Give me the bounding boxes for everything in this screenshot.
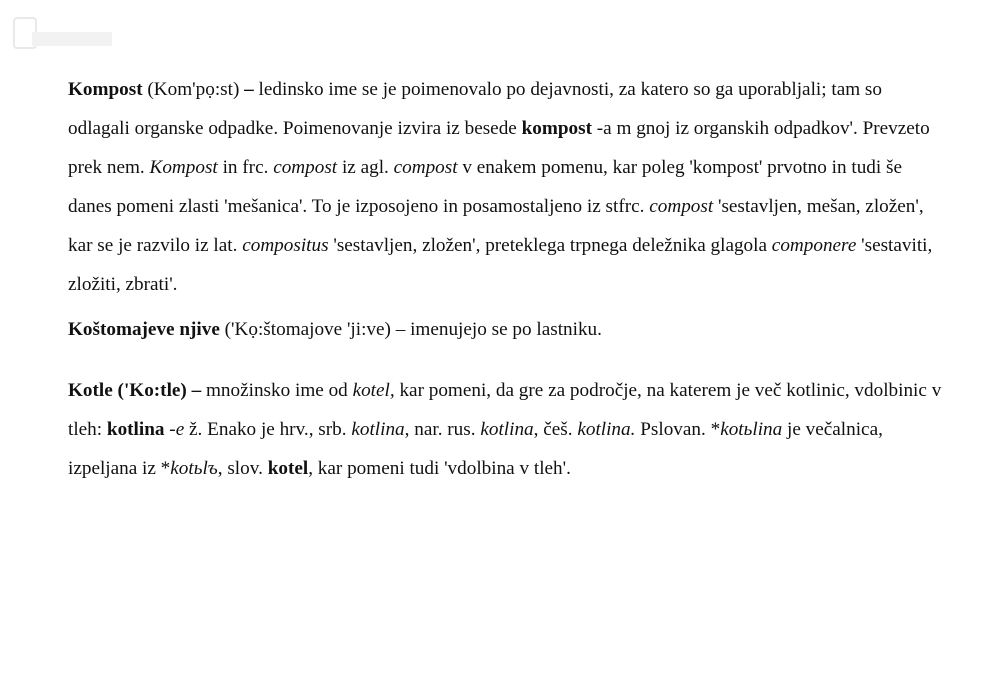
bold-term: kotlina (106, 419, 165, 440)
text-run: in frc. (217, 157, 274, 178)
entry-kotle (68, 371, 948, 488)
text-run: 'sestavljen, zložen', preteklega trpnega deležnika glagola (328, 235, 772, 256)
italic-term: kotlina (480, 419, 534, 440)
bold-term: – (244, 79, 254, 100)
bold-term: Koštomajeve njive (68, 319, 220, 340)
bold-term: kompost (521, 118, 592, 139)
bold-term: kotel (267, 458, 309, 479)
italic-term: kotlina. (577, 419, 636, 440)
text-run: 'sestavljen, mešan, zložen', kar se je razvilo iz lat. (68, 196, 924, 256)
text-run: - (164, 419, 176, 440)
text-run: , slov. (217, 458, 268, 479)
text-run: je večalnica, izpeljana iz * (68, 419, 883, 479)
italic-term: compost (649, 196, 714, 217)
italic-term: compost (273, 157, 338, 178)
text-run: , kar pomeni tudi 'vdolbina v tleh'. (308, 458, 571, 479)
text-run: 'sestaviti, zložiti, zbrati'. (68, 235, 933, 295)
text-run: kar pomeni, da gre za področje, na katerem je več kotlinic, vdolbinic v tleh: (68, 380, 942, 440)
italic-term: componere (771, 235, 857, 256)
document-page (68, 70, 948, 488)
bold-term: Kotle ('Ko:tle) – (68, 380, 202, 401)
text-run: množinsko ime od (201, 380, 353, 401)
entry-kompost (68, 70, 948, 304)
text-run: Pslovan. * (635, 419, 721, 440)
text-run: ž. Enako je hrv., srb. (184, 419, 352, 440)
italic-term: kotel, (352, 380, 395, 401)
bold-term: Kompost (68, 79, 143, 100)
italic-term: kotьlina (720, 419, 783, 440)
text-run: -a m gnoj iz organskih odpadkov'. Prevzeto prek nem. (68, 118, 930, 178)
text-run: ('Kọ:štomajove 'ji:ve) – imenujejo se po lastniku. (219, 319, 602, 340)
text-run: (Kom'pọ:st) (142, 79, 245, 100)
italic-term: e (175, 419, 185, 440)
entry-kostomajeve-njive (68, 310, 948, 349)
italic-term: kotьlъ (170, 458, 218, 479)
watermark-logo-icon (12, 14, 112, 54)
text-run: ledinsko ime se je poimenovalo po dejavnosti, za katero so ga uporabljali; tam so odlagali organske odpadke. Poimenovanje izvira iz besede (68, 79, 882, 139)
italic-term: compositus (242, 235, 329, 256)
text-run: v enakem pomenu, kar poleg 'kompost' prvotno in tudi še danes pomeni zlasti 'mešanica'. To je izposojeno in posamostaljeno iz stfrc. (68, 157, 903, 217)
watermark-logo (12, 14, 112, 54)
text-run: , nar. rus. (404, 419, 481, 440)
italic-term: Kompost (149, 157, 218, 178)
italic-term: compost (393, 157, 458, 178)
italic-term: kotlina (351, 419, 405, 440)
text-run: , češ. (533, 419, 578, 440)
text-run: iz agl. (337, 157, 394, 178)
